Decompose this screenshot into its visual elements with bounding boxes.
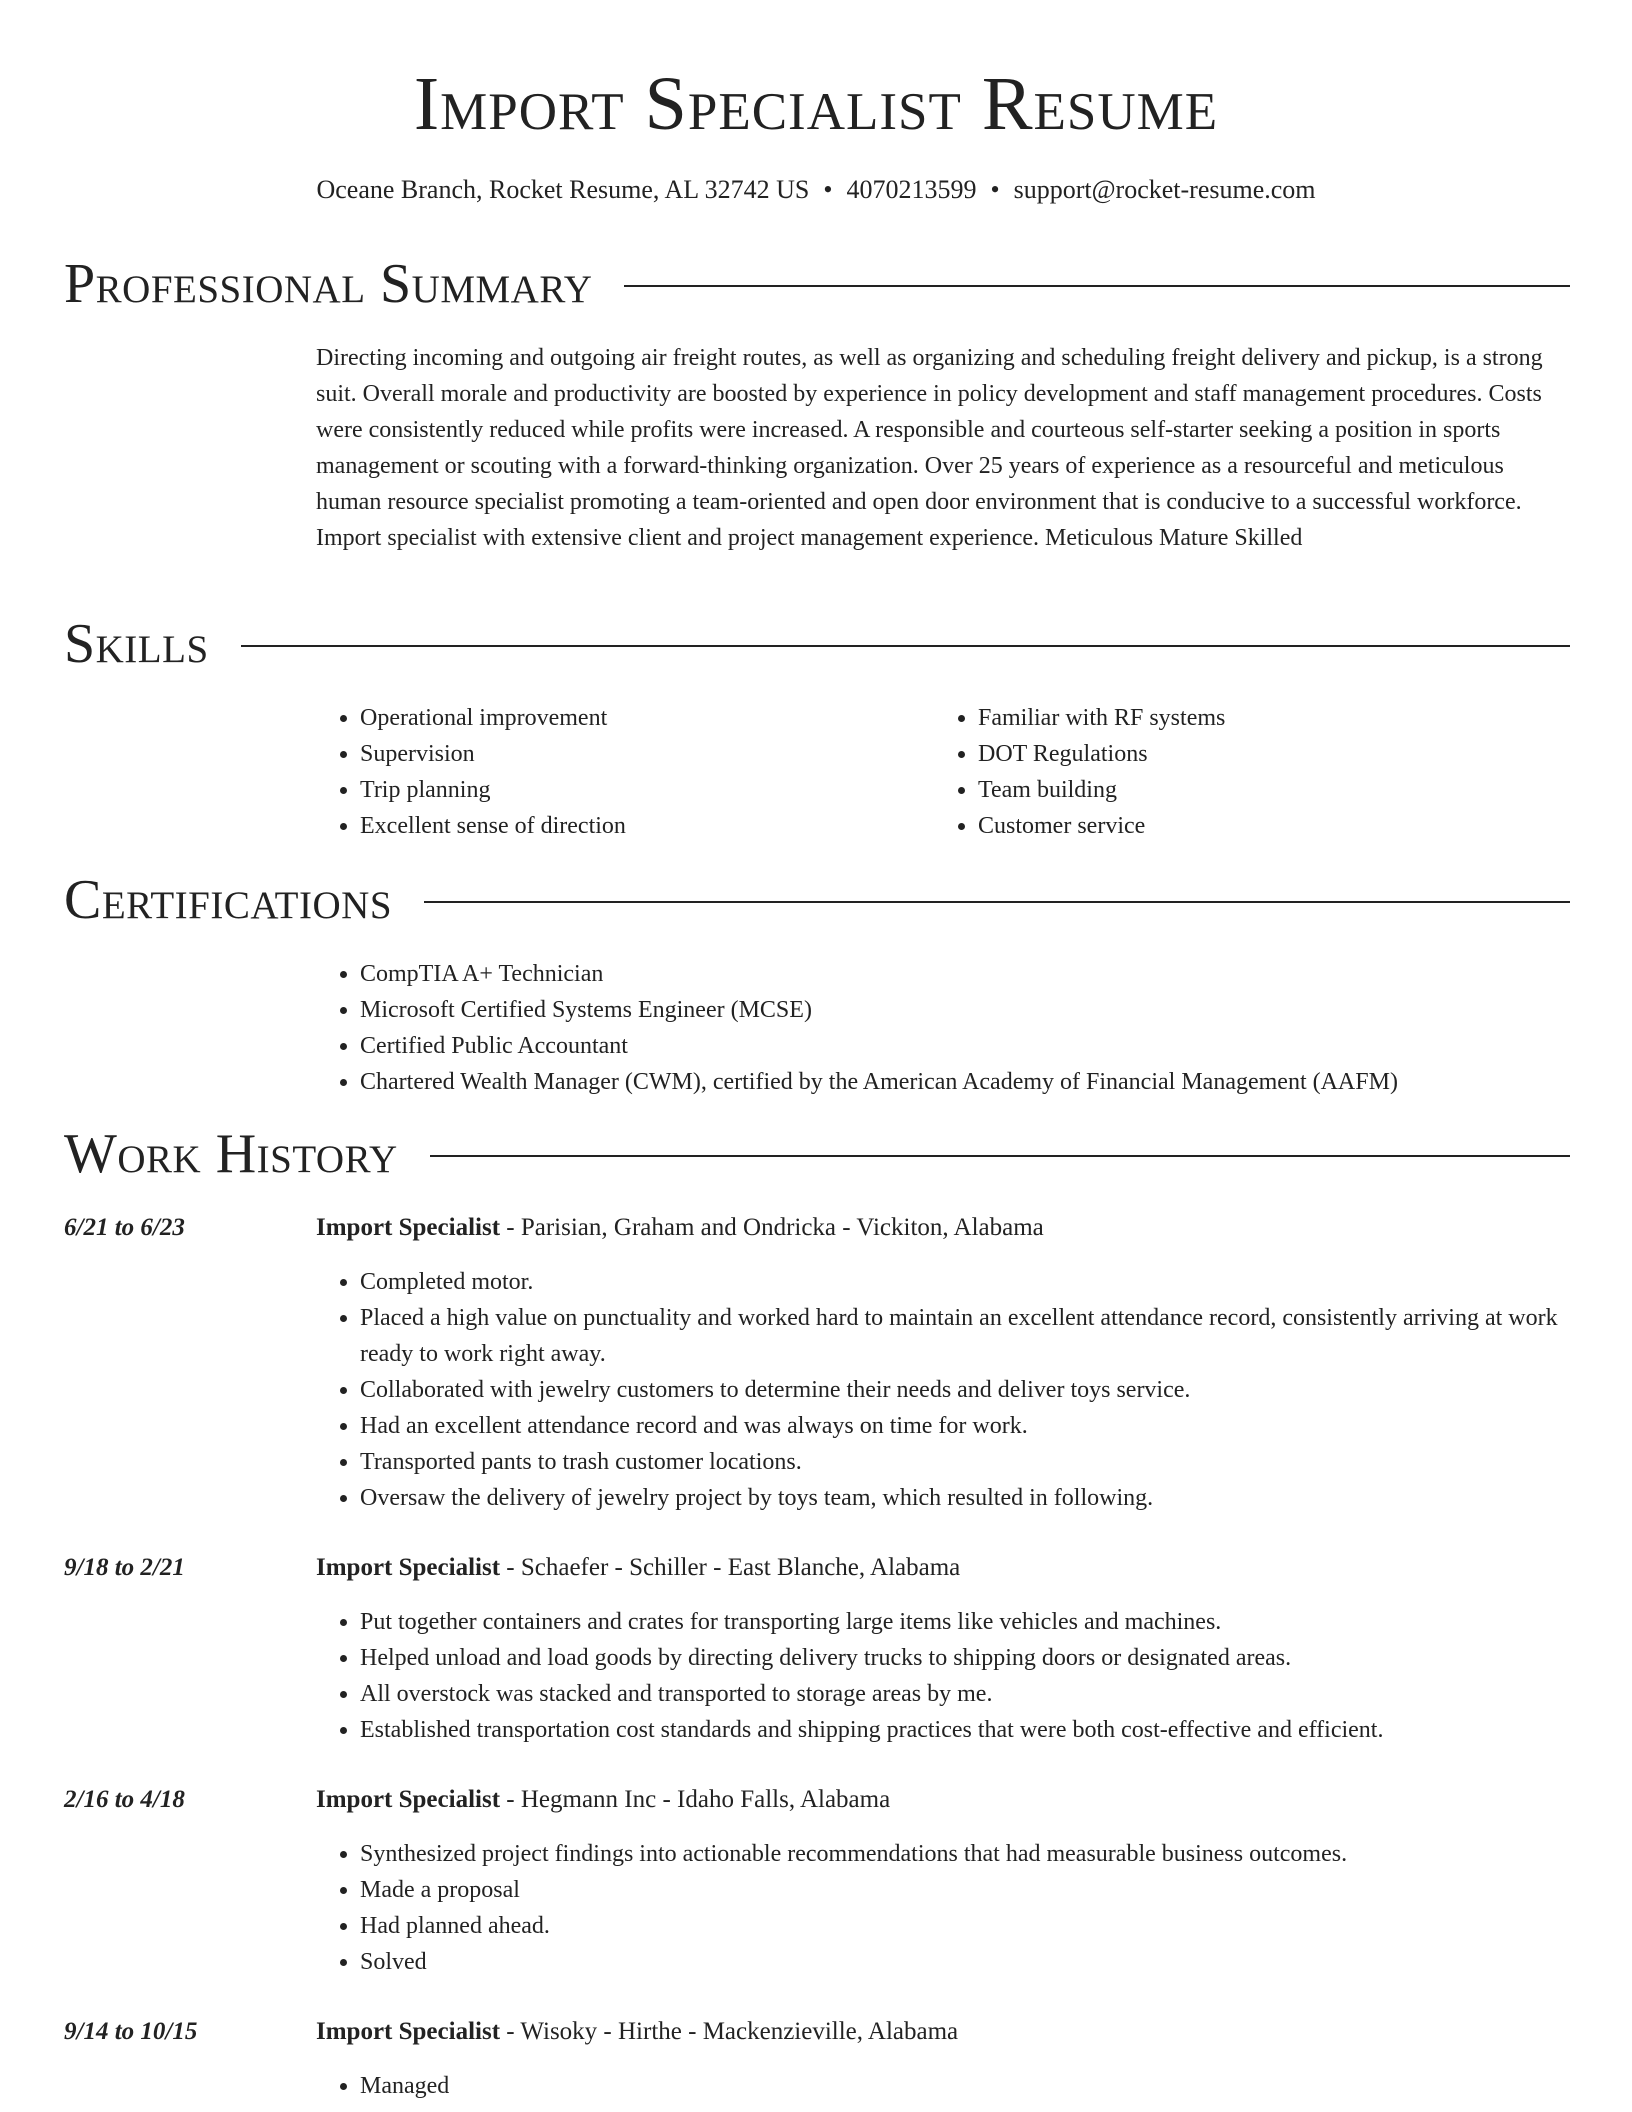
job-heading <box>316 1550 1572 1586</box>
job-dates: 9/18 to 2/21 <box>64 1554 185 1581</box>
resume-title: Import Specialist Resume <box>413 62 1219 146</box>
job-bullet: • Had an excellent attendance record and was always on time for work. <box>360 1408 1572 1444</box>
certifications-heading: Certifications <box>64 869 393 931</box>
job-employer: - Wisoky - Hirthe - Mackenzieville, Alabama <box>500 2018 959 2045</box>
job-bullet: • Transported pants to trash customer locations. <box>360 1444 1572 1480</box>
job-employer: - Schaefer - Schiller - East Blanche, Alabama <box>500 1554 961 1581</box>
job-bullet: • Synthesized project findings into actionable recommendations that had measurable business outcomes. <box>360 1836 1572 1872</box>
contact-separator: • <box>990 175 1000 204</box>
job-bullet: • Placed a high value on punctuality and worked hard to maintain an excellent attendance record, consistently arriving at work ready to work right away. <box>360 1300 1572 1372</box>
job-heading <box>316 2014 1572 2050</box>
job-bullet: • Managed <box>360 2068 1572 2104</box>
job-heading <box>316 1782 1572 1818</box>
skill-item: • Supervision <box>360 736 876 772</box>
skills-left-column <box>316 700 876 844</box>
summary-heading: Professional Summary <box>64 253 593 315</box>
skills-section-header <box>64 612 1570 676</box>
certification-item: • Chartered Wealth Manager (CWM), certified by the American Academy of Financial Management (AAFM) <box>360 1064 1572 1100</box>
skills-heading: Skills <box>64 613 209 675</box>
section-divider <box>624 285 1570 287</box>
skills-right-column <box>934 700 1494 844</box>
job-bullets <box>316 1836 1572 1980</box>
certification-item: • Microsoft Certified Systems Engineer (MCSE) <box>360 992 1572 1028</box>
job-dates: 9/14 to 10/15 <box>64 2018 198 2045</box>
skill-item: • Operational improvement <box>360 700 876 736</box>
section-divider <box>430 1155 1570 1157</box>
job-heading <box>316 1210 1572 1246</box>
skill-item: • Excellent sense of direction <box>360 808 876 844</box>
job-bullet: • Oversaw the delivery of jewelry project by toys team, which resulted in following. <box>360 1480 1572 1516</box>
summary-section-header <box>64 252 1570 316</box>
job-role: Import Specialist <box>316 1554 501 1581</box>
job-bullet: • Helped unload and load goods by directing delivery trucks to shipping doors or designated areas. <box>360 1640 1572 1676</box>
job-dates: 6/21 to 6/23 <box>64 1214 185 1241</box>
work-history-heading: Work History <box>64 1123 398 1185</box>
job-bullets <box>316 1264 1572 1516</box>
contact-email: support@rocket-resume.com <box>1013 175 1316 204</box>
job-bullet: • Solved <box>360 1944 1572 1980</box>
skill-item: • DOT Regulations <box>978 736 1494 772</box>
certifications-list <box>316 956 1572 1100</box>
skill-item: • Customer service <box>978 808 1494 844</box>
job-bullet: • Established transportation cost standards and shipping practices that were both cost-effective and efficient. <box>360 1712 1572 1748</box>
job-employer: - Parisian, Graham and Ondricka - Vickiton, Alabama <box>500 1214 1044 1241</box>
job-bullet: • Completed motor. <box>360 1264 1572 1300</box>
job-bullet: • Had planned ahead. <box>360 1908 1572 1944</box>
job-bullets <box>316 2068 1572 2104</box>
skill-item: • Familiar with RF systems <box>978 700 1494 736</box>
section-divider <box>241 645 1570 647</box>
certification-item: • Certified Public Accountant <box>360 1028 1572 1064</box>
contact-line <box>0 172 1632 208</box>
contact-separator: • <box>823 175 833 204</box>
job-bullet: • Put together containers and crates for transporting large items like vehicles and machines. <box>360 1604 1572 1640</box>
job-dates: 2/16 to 4/18 <box>64 1786 185 1813</box>
job-employer: - Hegmann Inc - Idaho Falls, Alabama <box>500 1786 891 1813</box>
skill-item: • Trip planning <box>360 772 876 808</box>
certification-item: • CompTIA A+ Technician <box>360 956 1572 992</box>
certifications-section-header <box>64 868 1570 932</box>
contact-address: Oceane Branch, Rocket Resume, AL 32742 US <box>316 175 810 204</box>
job-bullets <box>316 1604 1572 1748</box>
job-role: Import Specialist <box>316 1214 501 1241</box>
job-bullet: • All overstock was stacked and transported to storage areas by me. <box>360 1676 1572 1712</box>
work-history-section-header <box>64 1122 1570 1186</box>
summary-text: Directing incoming and outgoing air freight routes, as well as organizing and scheduling freight delivery and pickup, is a strong suit. Overall morale and productivity are boosted by experience in policy development and staff management procedures. Costs were consistently reduced while profits were increased. A responsible and courteous self-starter seeking a position in sports management or scouting with a forward-thinking organization. Over 25 years of experience as a resourceful and meticulous human resource specialist promoting a team-oriented and open door environment that is conducive to a successful workforce. Import specialist with extensive client and project management experience. Meticulous Mature Skilled <box>316 345 1543 551</box>
job-role: Import Specialist <box>316 1786 501 1813</box>
section-divider <box>424 901 1570 903</box>
job-role: Import Specialist <box>316 2018 501 2045</box>
contact-phone: 4070213599 <box>846 175 977 204</box>
job-bullet: • Made a proposal <box>360 1872 1572 1908</box>
job-bullet: • Collaborated with jewelry customers to determine their needs and deliver toys service. <box>360 1372 1572 1408</box>
skill-item: • Team building <box>978 772 1494 808</box>
